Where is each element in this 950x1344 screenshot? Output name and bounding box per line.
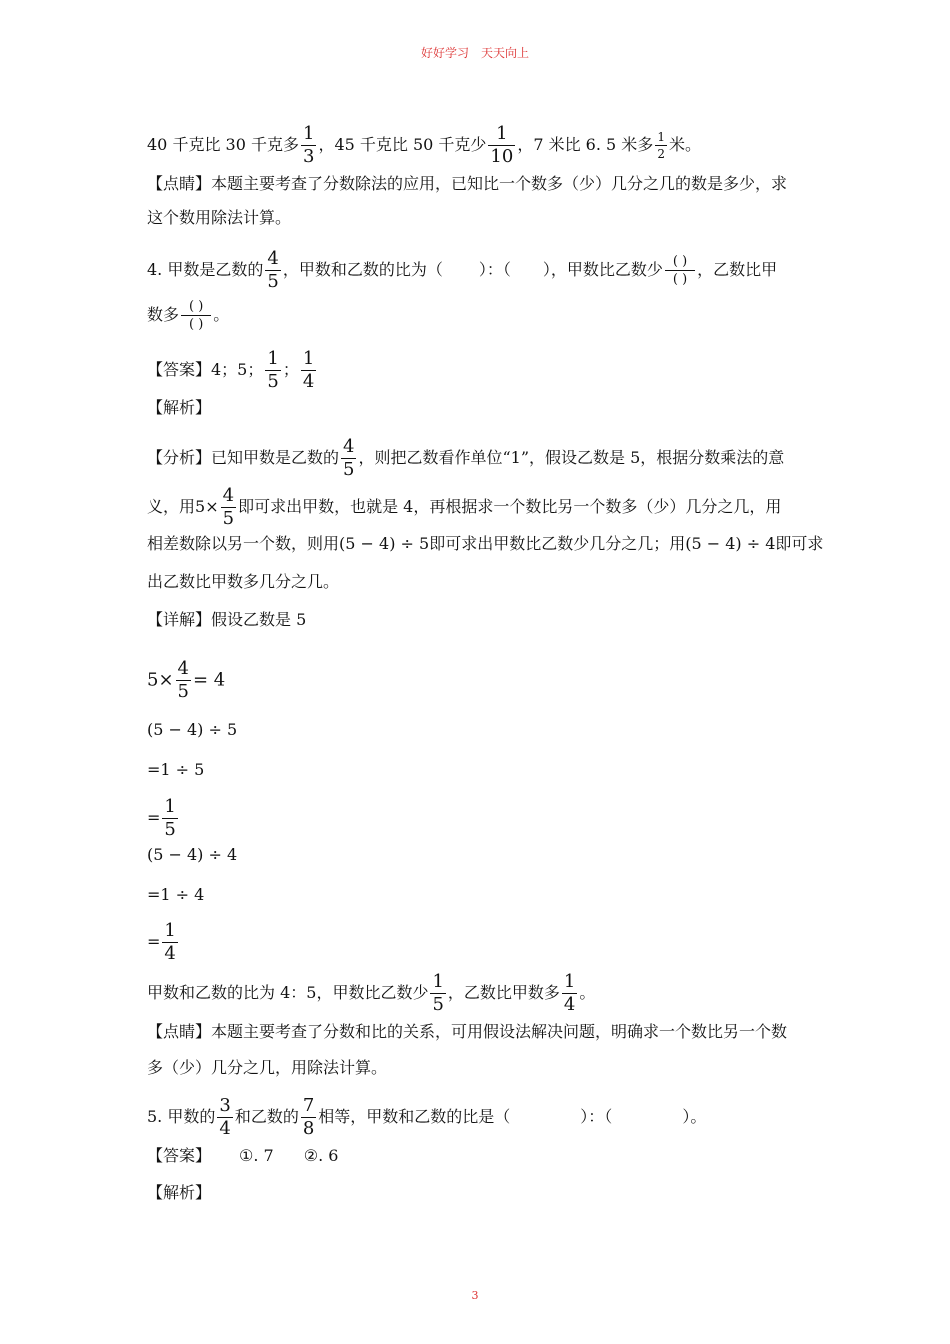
line-1: 40 千克比 30 千克多 $\frac{1}{3}$ ，45 千克比 50 千克少 $\frac{1}{10}$ ，7 米比 6. 5 米多 $\frac{1}{2}$ 米。 — [147, 123, 701, 167]
calc-4: = $\frac{1}{5}$ — [147, 796, 176, 840]
jiexi-label-2: 【解析】 — [147, 1183, 212, 1202]
question-4-cont: 数多 $\frac{( )}{( )}$ 。 — [147, 299, 230, 332]
fraction: $\frac{1}{4}$ — [563, 971, 576, 1015]
fraction: $\frac{4}{5}$ — [343, 436, 355, 480]
answer-5: 【答案】 ①. 7 ②. 6 — [147, 1146, 339, 1165]
answer-4: 【答案】4；5； $\frac{1}{5}$ ； $\frac{1}{4}$ — [147, 348, 315, 392]
blank-fraction: $\frac{( )}{( )}$ — [665, 255, 695, 286]
page-header: 好好学习 天天向上 — [420, 46, 529, 60]
jiexi-label: 【解析】 — [147, 398, 212, 417]
fraction: $\frac{1}{2}$ — [657, 130, 665, 161]
calc-2: (5 − 4) ÷ 5 — [147, 720, 238, 739]
fraction: $\frac{4}{5}$ — [177, 658, 189, 702]
analysis-line-1: 【分析】已知甲数是乙数的 $\frac{4}{5}$ ，则把乙数看作单位“1”，假设乙数是 5，根据分数乘法的意 — [147, 436, 785, 480]
analysis-line-2: 义，用5× $\frac{4}{5}$ 即可求出甲数，也就是 4，再根据求一个数比另一个数多（少）几分之几，用 — [147, 485, 782, 529]
calc-7: = $\frac{1}{4}$ — [147, 920, 176, 964]
dianjing-2-line-2: 多（少）几分之几，用除法计算。 — [147, 1058, 388, 1077]
question-4: 4. 甲数是乙数的 $\frac{4}{5}$ ，甲数和乙数的比为（ ）：（ ），甲数比乙数少 $\frac{( )}{( )}$ ，乙数比甲 — [147, 248, 778, 292]
fraction: $\frac{1}{3}$ — [302, 123, 315, 167]
detail-label: 【详解】假设乙数是 5 — [147, 610, 307, 629]
question-5: 5. 甲数的 $\frac{3}{4}$ 和乙数的 $\frac{7}{8}$ 相等，甲数和乙数的比是（ ）：（ ）。 — [147, 1095, 707, 1139]
dianjing-2-line-1: 【点睛】本题主要考查了分数和比的关系，可用假设法解决问题，明确求一个数比另一个数 — [147, 1022, 788, 1041]
calc-5: (5 − 4) ÷ 4 — [147, 845, 238, 864]
fraction: $\frac{1}{5}$ — [432, 971, 444, 1015]
fraction: $\frac{4}{5}$ — [267, 248, 279, 292]
blank-fraction: $\frac{( )}{( )}$ — [181, 300, 211, 331]
dianjing-line-1: 【点睛】本题主要考查了分数除法的应用，已知比一个数多（少）几分之几的数是多少，求 — [147, 174, 788, 193]
fraction: $\frac{4}{5}$ — [222, 485, 235, 529]
fraction: $\frac{1}{4}$ — [302, 348, 315, 392]
fraction: $\frac{1}{4}$ — [164, 920, 176, 964]
dianjing-line-2: 这个数用除法计算。 — [147, 208, 292, 227]
fraction: $\frac{1}{5}$ — [164, 796, 176, 840]
fraction: $\frac{7}{8}$ — [302, 1095, 315, 1139]
fraction: $\frac{3}{4}$ — [219, 1095, 231, 1139]
result-line: 甲数和乙数的比为 4：5，甲数比乙数少 $\frac{1}{5}$ ，乙数比甲数多 $\frac{1}{4}$ 。 — [147, 971, 596, 1015]
fraction: $\frac{1}{10}$ — [490, 123, 514, 167]
analysis-line-3: 相差数除以另一个数，则用(5 − 4) ÷ 5即可求出甲数比乙数少几分之几；用(5 − 4) ÷ 4即可求 — [147, 534, 824, 553]
fraction: $\frac{1}{5}$ — [267, 348, 279, 392]
calc-3: =1 ÷ 5 — [147, 760, 205, 779]
analysis-line-4: 出乙数比甲数多几分之几。 — [147, 572, 340, 591]
calc-1: 5× $\frac{4}{5}$ = 4 — [147, 658, 226, 702]
page-number: 3 — [471, 1289, 479, 1302]
calc-6: =1 ÷ 4 — [147, 885, 205, 904]
